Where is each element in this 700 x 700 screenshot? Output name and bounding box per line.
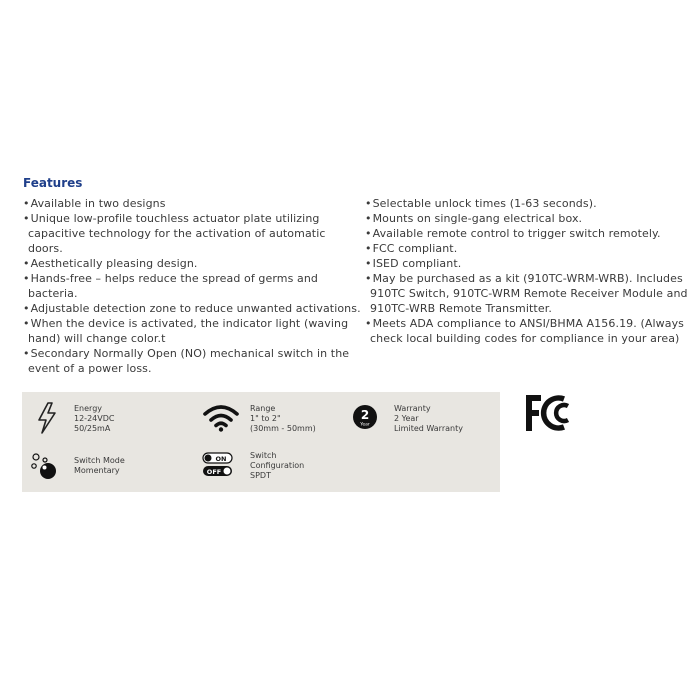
feature-left-item-text: When the device is activated, the indicator light (waving: [30, 317, 349, 330]
feature-left-item-line: [23, 361, 353, 376]
feature-left-item-text: Adjustable detection zone to reduce unwanted activations.: [30, 302, 361, 315]
spec-warranty: [394, 404, 463, 434]
spec-switch-mode: [74, 456, 125, 476]
spec-energy-current: 50/25mA: [74, 424, 111, 433]
feature-right-item-line: [365, 331, 690, 346]
bullet: •: [365, 317, 372, 330]
spec-switch-config-label: Switch: [250, 451, 277, 460]
features-heading: Features: [23, 176, 83, 190]
feature-right-item-line: [365, 241, 690, 256]
feature-right-item-text: ISED compliant.: [372, 257, 462, 270]
spec-energy: [74, 404, 114, 434]
feature-right-item-text: Available remote control to trigger switch remotely.: [372, 227, 661, 240]
feature-left-item-text: bacteria.: [28, 287, 78, 300]
feature-right-item-text: check local building codes for compliance in your area): [370, 332, 680, 345]
spec-switch-config: [250, 451, 304, 481]
warranty-badge-icon: [352, 404, 378, 430]
feature-right-item-line: [365, 196, 690, 211]
feature-right-item-line: [365, 301, 690, 316]
features-list-right: [365, 196, 690, 346]
feature-right-item-line: [365, 256, 690, 271]
feature-left-item-line: [23, 271, 353, 286]
feature-left-item: [23, 316, 353, 346]
spec-energy-label: Energy: [74, 404, 103, 413]
bullet: •: [365, 242, 372, 255]
spec-range: [250, 404, 316, 434]
bullet: •: [365, 212, 372, 225]
feature-left-item-text: Unique low-profile touchless actuator plate utilizing: [30, 212, 320, 225]
warranty-badge-unit: Year: [360, 422, 370, 428]
feature-right-item: [365, 196, 690, 211]
bullet: •: [365, 272, 372, 285]
feature-right-item-line: [365, 226, 690, 241]
wifi-icon: [202, 404, 240, 432]
feature-right-item-text: Selectable unlock times (1-63 seconds).: [372, 197, 597, 210]
spec-warranty-label: Warranty: [394, 404, 431, 413]
feature-right-item: [365, 316, 690, 346]
bullet: •: [365, 257, 372, 270]
feature-left-item-line: [23, 346, 353, 361]
feature-left-item-line: [23, 331, 353, 346]
lightning-icon: [36, 402, 58, 434]
feature-left-item-text: Secondary Normally Open (NO) mechanical switch in the: [30, 347, 350, 360]
feature-left-item-text: hand) will change color.t: [28, 332, 166, 345]
toggle-off-label: OFF: [206, 467, 222, 476]
feature-left-item-text: event of a power loss.: [28, 362, 152, 375]
toggle-icon: [202, 452, 234, 478]
feature-right-item: [365, 241, 690, 256]
spec-warranty-type: Limited Warranty: [394, 424, 463, 433]
feature-left-item: [23, 256, 353, 271]
feature-right-item: [365, 271, 690, 316]
feature-left-item-line: [23, 301, 361, 316]
feature-left-item: [23, 196, 353, 211]
feature-right-item-text: Mounts on single-gang electrical box.: [372, 212, 583, 225]
feature-left-item-line: [23, 316, 353, 331]
feature-right-item-line: [365, 286, 690, 301]
spec-switch-config-value: SPDT: [250, 471, 271, 480]
feature-left-item-text: Available in two designs: [30, 197, 166, 210]
feature-left-item-line: [23, 256, 353, 271]
spec-warranty-years: 2 Year: [394, 414, 419, 423]
spec-energy-voltage: 12-24VDC: [74, 414, 115, 423]
feature-left-item-line: [23, 211, 353, 226]
feature-right-item-text: 910TC Switch, 910TC-WRM Remote Receiver Module and: [370, 287, 688, 300]
feature-left-item-line: [23, 241, 353, 256]
bullet: •: [23, 272, 30, 285]
spec-range-inches: 1" to 2": [250, 414, 281, 423]
bullet: •: [23, 257, 30, 270]
specs-panel: [22, 392, 500, 492]
feature-right-item-line: [365, 271, 690, 286]
feature-left-item: [23, 271, 353, 301]
feature-right-item: [365, 256, 690, 271]
feature-left-item-text: capacitive technology for the activation of automatic: [28, 227, 326, 240]
fcc-logo: [524, 393, 574, 433]
feature-right-item-line: [365, 211, 690, 226]
warranty-badge-number: 2: [360, 408, 370, 422]
feature-right-item-line: [365, 316, 690, 331]
feature-right-item-text: Meets ADA compliance to ANSI/BHMA A156.19. (Always: [372, 317, 685, 330]
bullet: •: [365, 227, 372, 240]
feature-left-item-text: Hands-free – helps reduce the spread of germs and: [30, 272, 319, 285]
feature-left-item-line: [23, 286, 353, 301]
feature-right-item: [365, 211, 690, 226]
features-list-left: [23, 196, 361, 376]
toggle-on-label: ON: [215, 454, 227, 463]
feature-right-item-text: 910TC-WRB Remote Transmitter.: [370, 302, 552, 315]
feature-right-item-text: May be purchased as a kit (910TC-WRM-WRB). Includes: [372, 272, 683, 285]
feature-left-item-line: [23, 226, 353, 241]
bullet: •: [23, 197, 30, 210]
feature-left-item-text: doors.: [28, 242, 63, 255]
feature-left-item-line: [23, 196, 353, 211]
feature-left-item: [23, 301, 361, 316]
spec-switch-config-label2: Configuration: [250, 461, 305, 470]
bullet: •: [23, 347, 30, 360]
feature-right-item-text: FCC compliant.: [372, 242, 458, 255]
bubbles-icon: [30, 452, 62, 482]
spec-range-mm: (30mm - 50mm): [250, 424, 316, 433]
spec-switch-mode-value: Momentary: [74, 466, 120, 475]
bullet: •: [365, 197, 372, 210]
bullet: •: [23, 212, 30, 225]
feature-left-item: [23, 346, 353, 376]
feature-left-item-text: Aesthetically pleasing design.: [30, 257, 198, 270]
bullet: •: [23, 317, 30, 330]
spec-switch-mode-label: Switch Mode: [74, 456, 125, 465]
feature-left-item: [23, 211, 353, 256]
bullet: •: [23, 302, 30, 315]
spec-range-label: Range: [250, 404, 276, 413]
feature-right-item: [365, 226, 690, 241]
